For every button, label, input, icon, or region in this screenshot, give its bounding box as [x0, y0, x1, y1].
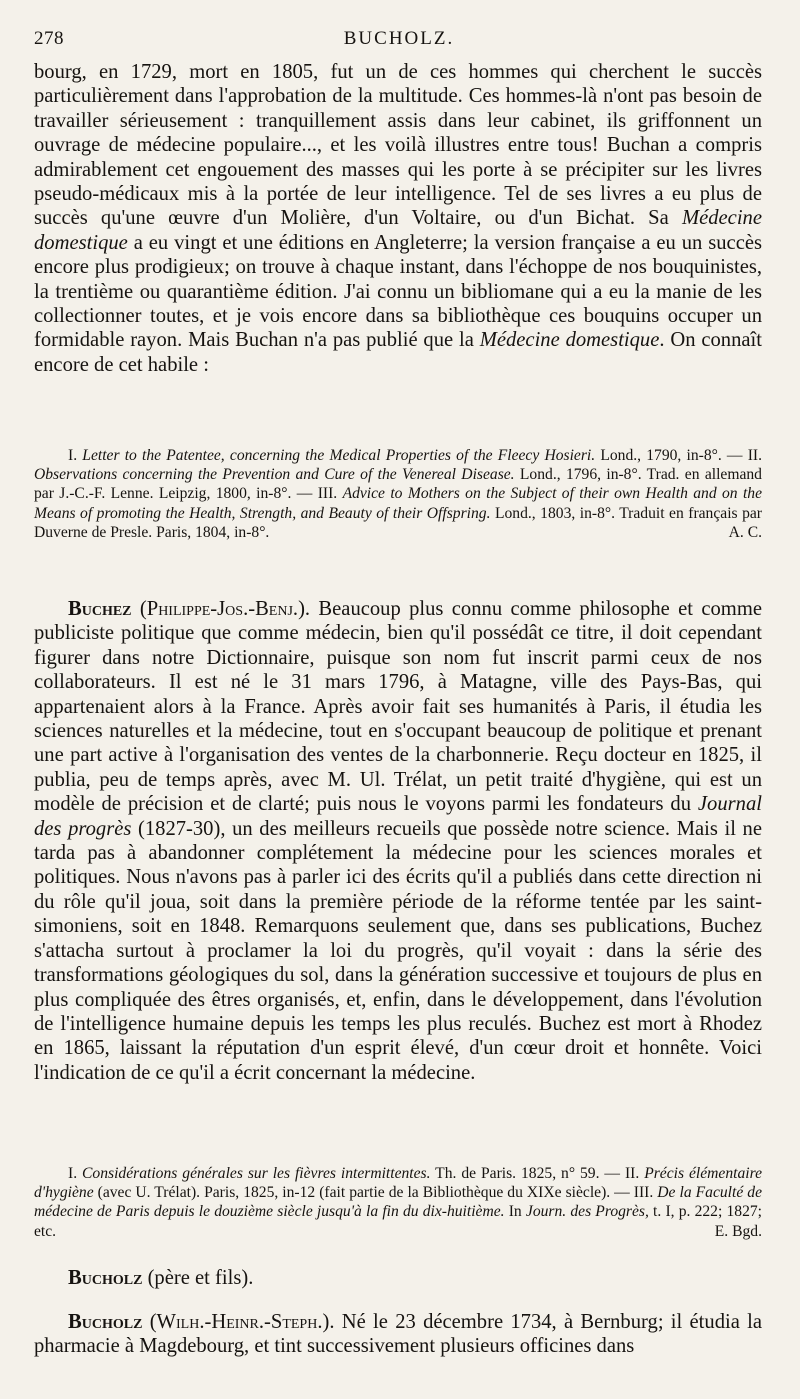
- buchan-bibliography: [34, 446, 762, 542]
- bucholz-heading: [34, 1266, 762, 1290]
- bucholz-sub-headword: Bucholz: [68, 1311, 143, 1333]
- buchan-paragraph: bourg, en 1729, mort en 1805, fut un de ces hommes qui cherchent le succès particulièrement dans l'approbation de la multitude. Ces hommes-là n'ont pas besoin de travailler sérieusement : tranquillement assis dans leur cabinet, ils griffonnent un ouvrage de médecine populaire..., et les voilà illustres entre tous! Buchan a compris admirablement cet engouement des masses qui les porte à se précipiter sur les livres pseudo-médicaux mis à la portée de leur intelligence. Tel de ses livres a eu plus de succès qu'une œuvre d'un Molière, d'un Voltaire, ou d'un Bichat. Sa Médecine domestique a eu vingt et une éditions en Angleterre; la version française a eu un succès encore plus prodigieux; on trouve à chaque instant, dans l'échoppe de nos bouquinistes, la trentième ou quarantième édition. J'ai connu un bibliomane qui a eu la manie de les collectionner toutes, et je vois encore dans sa bibliothèque ces bouquins occuper un formidable rayon. Mais Buchan n'a pas publié que la Médecine domestique. On connaît encore de cet habile :: [34, 61, 762, 376]
- bucholz-headword: Bucholz: [68, 1267, 143, 1289]
- bucholz-sub-name: (Wilh.-Heinr.-Steph.).: [142, 1311, 335, 1333]
- buchez-bibliography: [34, 1164, 762, 1241]
- buchez-signature: E. Bgd.: [714, 1222, 762, 1240]
- buchez-note: I. Considérations générales sur les fièvres intermittentes. Th. de Paris. 1825, n° 59. — II. Précis élémentaire d'hygiène (avec U. Trélat). Paris, 1825, in-12 (fait partie de la Bibliothèque du XIXe siècle). — III. De la Faculté de médecine de Paris depuis le douzième siècle jusqu'à la fin du dix-huitième. In Journ. des Progrès, t. I, p. 222; 1827; etc. E. Bgd.: [34, 1165, 762, 1240]
- buchez-paragraph: Buchez (Philippe-Jos.-Benj.). Beaucoup plus connu comme philosophe et comme publiciste politique que comme médecin, bien qu'il possédât ce titre, il doit cependant figurer dans notre Dictionnaire, puisque son nom fut inscrit parmi ceux de nos collaborateurs. Il est né le 31 mars 1796, à Matagne, ville des Pays-Bas, qui appartenaient alors à la France. Après avoir fait ses humanités à Paris, il étudia les sciences naturelles et la médecine, tout en s'occupant beaucoup de politique et prenant une part active à l'organisation des ventes de la charbonnerie. Reçu docteur en 1825, il publia, peu de temps après, avec M. Ul. Trélat, un petit traité d'hygiène, qui est un modèle de précision et de clarté; puis nous le voyons parmi les fondateurs du Journal des progrès (1827-30), un des meilleurs recueils que possède notre science. Mais il ne tarda pas à abandonner complétement la médecine pour les sciences morales et politiques. Nous n'avons pas à parler ici des écrits qu'il a publiés dans cette direction ni du rôle qu'il joua, soit dans la première période de la réforme tentée par les saint-simoniens, soit en 1848. Remarquons seulement que, dans ses publications, Buchez s'attacha surtout à proclamer la loi du progrès, qu'il voyait : dans la série des transformations géologiques du sol, dans la génération successive et toujours de plus en plus compliquée des êtres organisés, et, enfin, dans le développement, dans l'évolution de l'intelligence humaine depuis les temps les plus reculés. Buchez est mort à Rhodez en 1865, laissant la réputation d'un esprit élevé, d'un cœur droit et honnête. Voici l'indication de ce qu'il a écrit concernant la médecine.: [34, 598, 762, 1084]
- page-header: [34, 28, 764, 58]
- running-title: BUCHOLZ.: [343, 28, 455, 49]
- bucholz-father-entry: [34, 1310, 762, 1359]
- buchan-entry-continuation: [34, 60, 762, 377]
- bucholz-heading-suffix: (père et fils).: [142, 1267, 254, 1289]
- buchan-signature: A. C.: [728, 523, 762, 541]
- page-number: 278: [34, 28, 64, 49]
- buchez-entry: [34, 597, 762, 1085]
- buchez-headword: Buchez: [68, 598, 132, 620]
- buchez-name: (Philippe-Jos.-Benj.).: [131, 598, 311, 620]
- buchan-note: I. Letter to the Patentee, concerning the Medical Properties of the Fleecy Hosieri. Lond., 1790, in-8°. — II. Observations concerning the Prevention and Cure of the Venereal Disease. Lond., 1796, in-8°. Trad. en allemand par J.-C.-F. Lenne. Leipzig, 1800, in-8°. — III. Advice to Mothers on the Subject of their own Health and on the Means of promoting the Health, Strength, and Beauty of their Offspring. Lond., 1803, in-8°. Traduit en français par Duverne de Presle. Paris, 1804, in-8°. A. C.: [34, 447, 762, 541]
- bucholz-paragraph: Bucholz (Wilh.-Heinr.-Steph.). Né le 23 décembre 1734, à Bernburg; il étudia la pharmacie à Magdebourg, et tint successivement plusieurs officines dans: [34, 1311, 762, 1358]
